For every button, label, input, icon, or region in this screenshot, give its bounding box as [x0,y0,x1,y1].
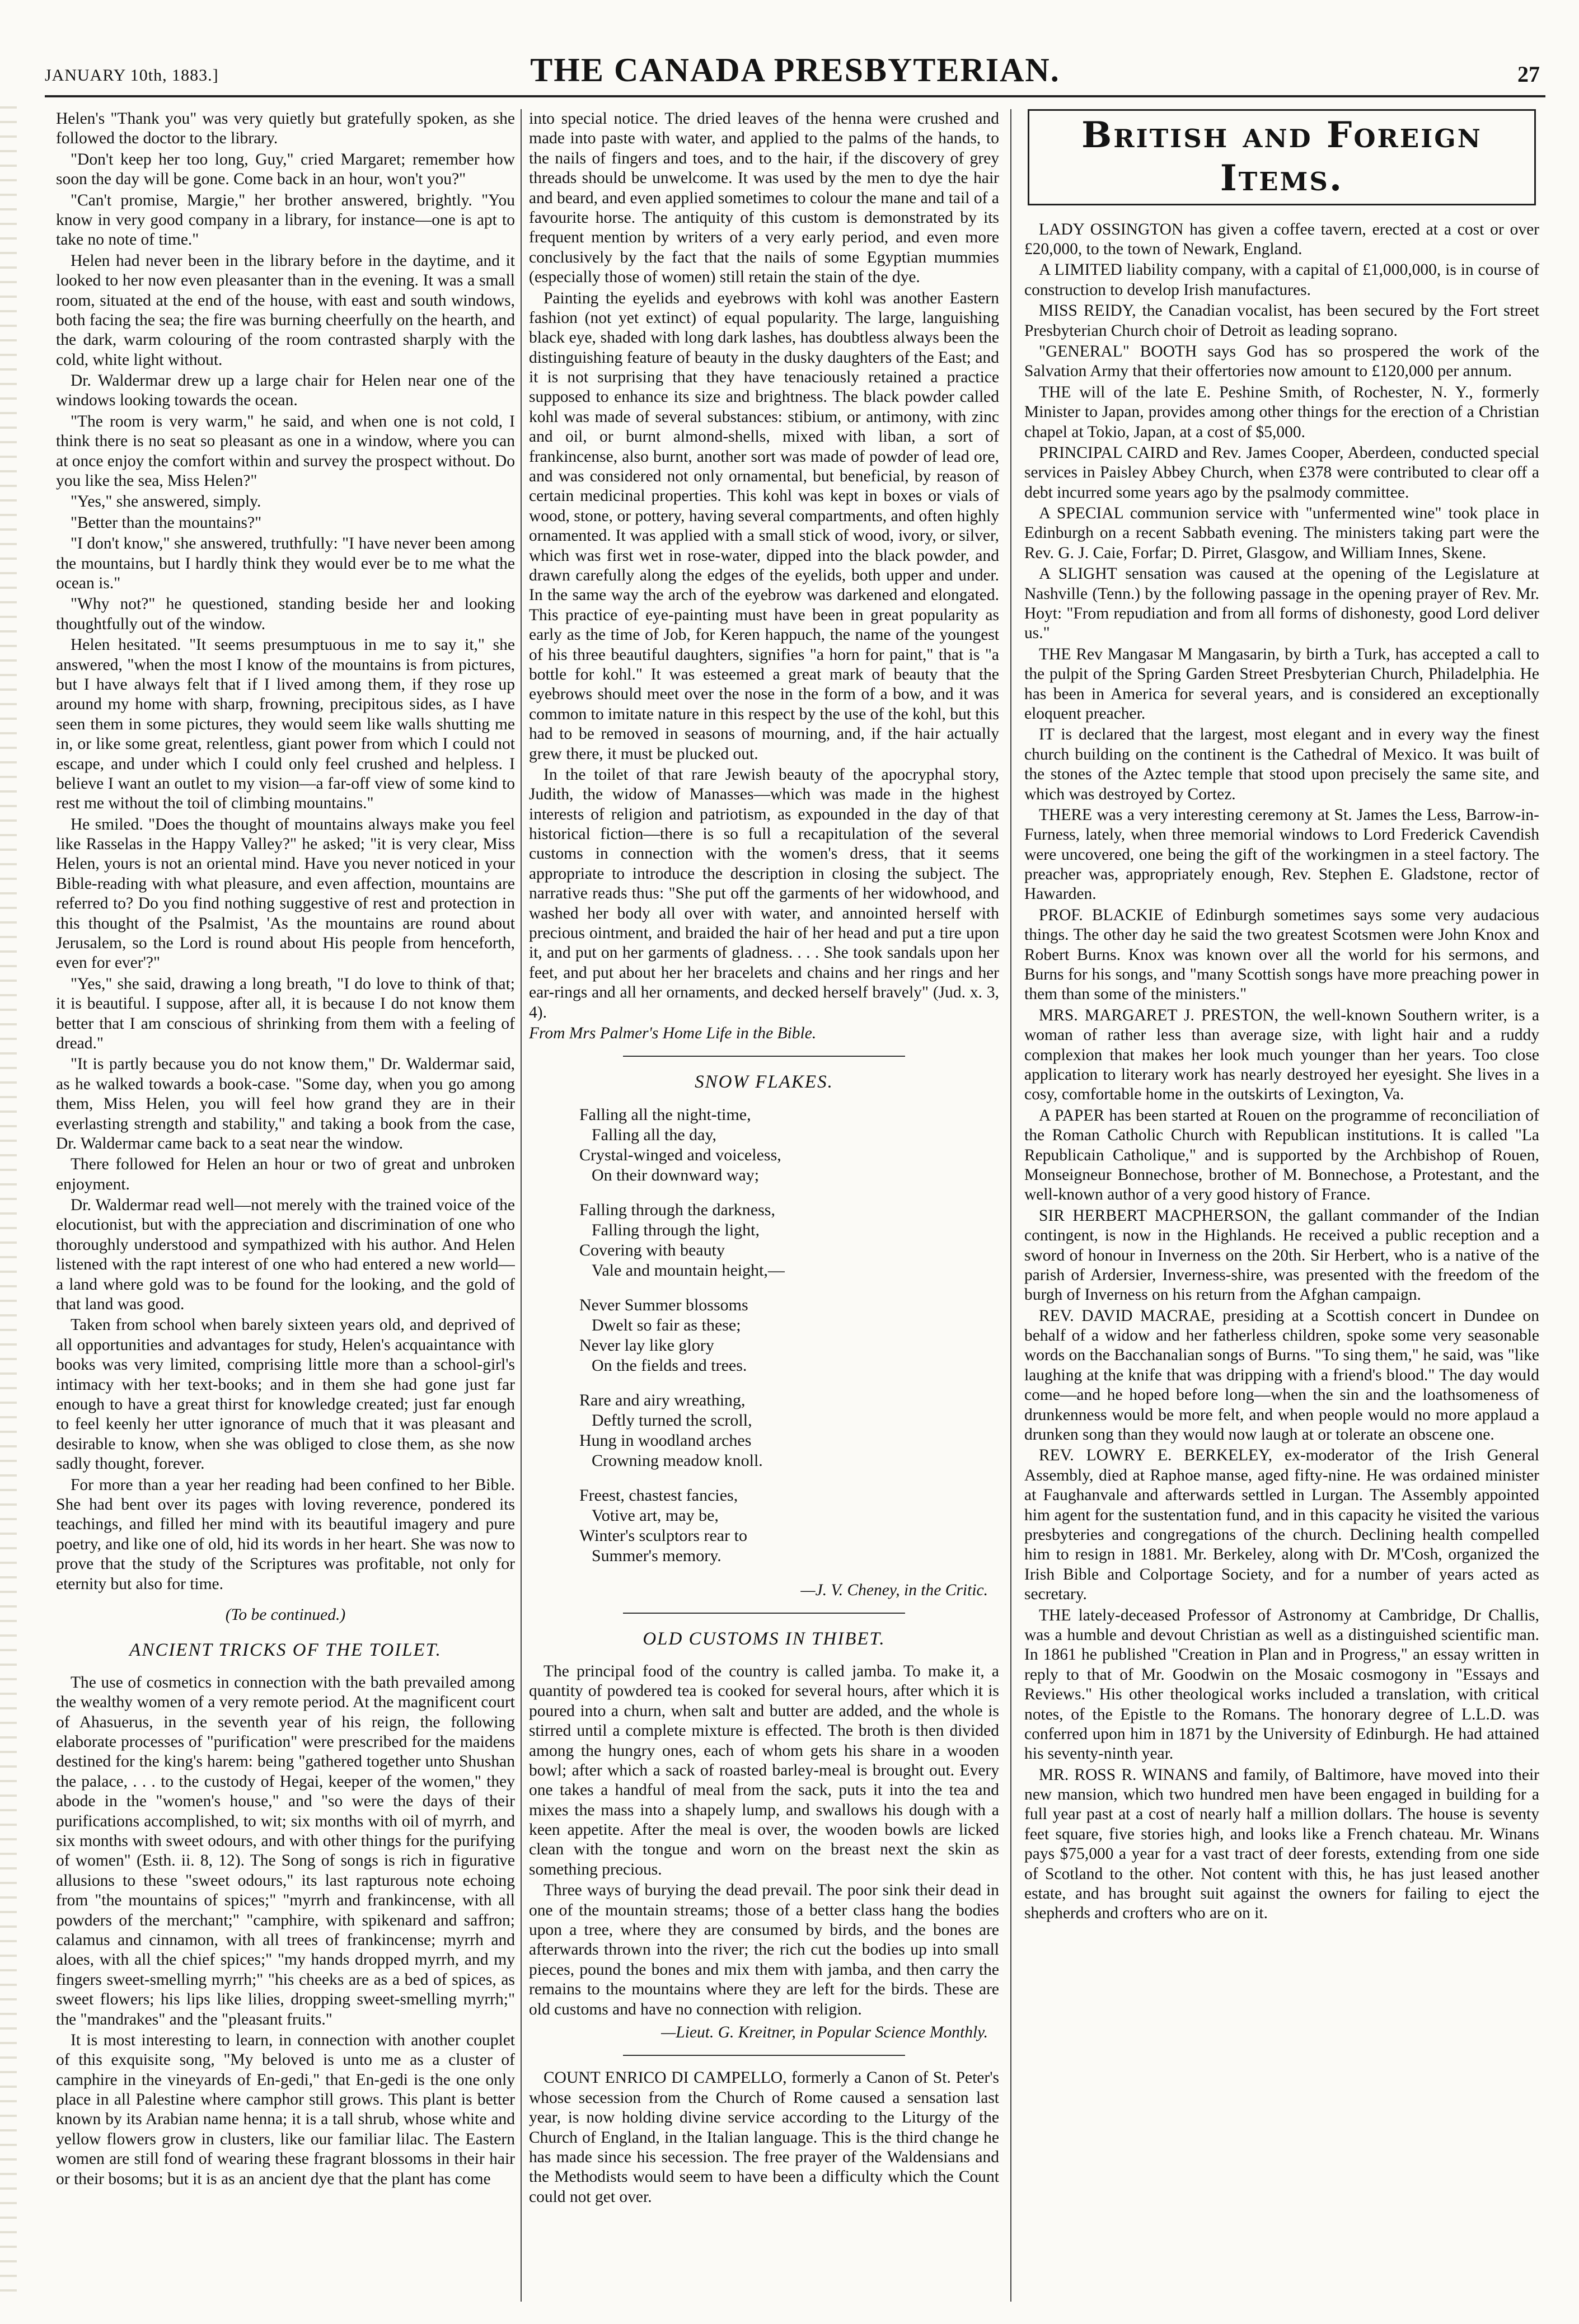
divider [623,1056,905,1057]
story-paragraph: Dr. Waldermar read well—not merely with the trained voice of the elocutionist, but with the appreciation and discrimination of one who thoroughly understood and sympathized with his author. And Helen listened with the rapt interest of one who had entered a new world—a land where gold was to be found for the looking, and the gold of that land was good. [56,1196,515,1314]
news-item: A PAPER has been started at Rouen on the programme of reconciliation of the Roman Catholic Church with Republican institutions. It is called "La Republicain Catholique," and is supported by the Archbishop of Rouen, Monseigneur Bonnechose, brother of M. Bonnechose, a Protestant, and the well-known author of a very good history of France. [1024,1106,1539,1204]
article-paragraph: It is most interesting to learn, in connection with another couplet of this exquisite song, "My beloved is unto me as a cluster of camphire in the vineyards of En-gedi," that En-gedi is the one only place in all Palestine where camphor still grows. This plant is better known by its Arabian name henna; it is a tall shrub, whose white and yellow flowers grow in clusters, like our familiar lilac. The Eastern women are still fond of wearing these fragrant blossoms in their hair or their bosoms; but it is as an ancient dye that the plant has come [56,2031,515,2188]
poem-stanza [579,1200,999,1281]
issue-date: JANUARY 10th, 1883.] [45,66,219,85]
story-paragraph: "Why not?" he questioned, standing beside her and looking thoughtfully out of the window. [56,595,515,633]
story-paragraph: "Can't promise, Margie," her brother answered, brightly. "You know in very good company in a library, for instance—one is apt to take no note of time." [56,191,515,249]
news-item: THERE was a very interesting ceremony at St. James the Less, Barrow-in-Furness, lately, when three memorial windows to Lord Frederick Cavendish were uncovered, one being the gift of the workingmen in a steel factory. The preacher was, appropriately enough, Rev. Stephen E. Gladstone, rector of Hawarden. [1024,805,1539,903]
poem-line: Crystal-winged and voiceless, [579,1145,781,1164]
story-paragraph: There followed for Helen an hour or two of great and unbroken enjoyment. [56,1155,515,1193]
article-source: From Mrs Palmer's Home Life in the Bible. [529,1024,817,1042]
to-be-continued: (To be continued.) [225,1605,346,1624]
section-heading-british-foreign: British and Foreign Items. [1028,109,1536,205]
poem-line: Falling through the darkness, [579,1200,775,1219]
poem-stanza [579,1390,999,1471]
story-paragraph: Helen hesitated. "It seems presumptuous in me to say it," she answered, "when the most I know of the mountains is from pictures, but I have always felt that if I lived among them, if they rose up around my home with sharp, frowning, precipitous sides, as I have seen them in some pictures, they would seem like walls shutting me in, or like some great, relentless, giant power from which I could not escape, and under which I could only feel crushed and helpless. I believe I want an outlet to my vision—a far-off view of some kind to rest me without the toil of climbing mountains." [56,636,515,813]
news-item: MISS REIDY, the Canadian vocalist, has been secured by the Fort street Presbyterian Church choir of Detroit as leading soprano. [1024,302,1539,340]
poem-line: Falling all the night-time, [579,1105,751,1124]
story-paragraph: "Better than the mountains?" [71,513,262,532]
column-1 [56,109,515,2302]
story-paragraph: Helen had never been in the library before in the daytime, and it looked to her now even pleasanter than in the evening. It was a small room, situated at the end of the house, with east and south windows, both facing the sea; the fire was burning cheerfully on the hearth, and the dark, warm colouring of the room contrasted sharply with the cold, white light without. [56,251,515,369]
poem-stanza [579,1295,999,1376]
story-paragraph: Helen's "Thank you" was very quietly but gratefully spoken, as she followed the doctor to the library. [56,110,515,148]
poem-attribution: —J. V. Cheney, in the Critic. [800,1581,988,1599]
news-item: REV. DAVID MACRAE, presiding at a Scottish concert in Dundee on behalf of a widow and her fatherless children, spoke some very seasonable words on the Bacchanalian songs of Burns. "To sing them," he said, was "like laughing at the knife that was dripping with a friend's blood." The day would come—and he hoped before long—when the sin and the loathsomeness of drunkenness would be more felt, and when people would no more applaud a drunken song than they would now laugh at or tolerate an obscene one. [1024,1306,1539,1444]
story-paragraph: For more than a year her reading had been confined to her Bible. She had bent over its pages with loving reverence, pondered its teachings, and filled her mind with its beautiful imagery and pure poetry, and like one of old, hid its words in her heart. She was now to prove that the study of the Scriptures was profitable, not only for eternity but also for time. [56,1475,515,1593]
story-paragraph: "I don't know," she answered, truthfully: "I have never been among the mountains, but I hardly think they would ever be to me what the ocean is." [56,535,515,592]
news-item: MR. ROSS R. WINANS and family, of Baltimore, have moved into their new mansion, which two hundred men have been engaged in building for a full year past at a cost of nearly half a million dollars. The house is seventy feet square, five stories high, and looks like a French chateau. Mr. Winans pays $75,000 a year for a vast tract of deer forests, extending from one side of Scotland to the other. Not content with this, he has just leased another estate, and has brought suit against the owners for failing to eject the shepherds and crofters who are on it. [1024,1765,1539,1923]
poem-line: Crowning meadow knoll. [592,1451,763,1470]
poem-line: Never Summer blossoms [579,1295,748,1314]
column-3 [1024,109,1539,2302]
poem-line: Vale and mountain height,— [592,1261,785,1280]
masthead [45,45,1545,90]
news-item: MRS. MARGARET J. PRESTON, the well-known Southern writer, is a woman of rather less than average size, with light hair and a ruddy complexion that makes her look much younger than her years. Too close application to literary work has nearly destroyed her eyesight. She lives in a cosy, comfortable home in the outskirts of Lexington, Va. [1024,1006,1539,1104]
story-paragraph: "The room is very warm," he said, and when one is not cold, I think there is no seat so pleasant as one in a window, where you can at once enjoy the comfort within and survey the prospect without. Do you like the sea, Miss Helen?" [56,412,515,490]
poem-title: SNOW FLAKES. [695,1072,833,1093]
story-continuation [56,109,515,1594]
masthead-rule [45,95,1545,97]
poem-line: Summer's memory. [592,1546,721,1565]
poem-stanza [579,1486,999,1566]
poem-line: Freest, chastest fancies, [579,1486,738,1505]
news-item: THE will of the late E. Peshine Smith, of Rochester, N. Y., formerly Minister to Japan, provides among other things for the erection of a Christian chapel at Tokio, Japan, at a cost of $5,000. [1024,383,1539,441]
divider [623,1613,905,1614]
poem-line: Hung in woodland arches [579,1431,752,1450]
news-item: LADY OSSINGTON has given a coffee tavern, erected at a cost or over £20,000, to the town of Newark, England. [1024,220,1539,258]
poem-line: Votive art, may be, [592,1506,719,1525]
poem-line: Never lay like glory [579,1336,714,1355]
article-paragraph: Painting the eyelids and eyebrows with kohl was another Eastern fashion (not yet extinct) of equal popularity. The large, languishing black eye, shaded with long dark lashes, has doubtless always been the distinguishing feature of beauty in the dusky daughters of the East; and it is not surprising that they have tenaciously retained a practice supposed to enhance its size and brightness. The black powder called kohl was made of several substances: stibium, or antimony, with zinc and oil, or burnt almond-shells, mixed with liban, a sort of frankincense, also burnt, another sort was made of powder of lead ore, and was considered not only ornamental, but beneficial, by reason of certain medicinal properties. This kohl was kept in boxes or vials of wood, stone, or pottery, having several compartments, and often highly ornamented. It was applied with a small stick of wood, ivory, or silver, which was first wet in rose-water, dipped into the black powder, and drawn carefully along the edges of the eyelids, both upper and under. In the same way the arch of the eyebrow was darkened and elongated. This practice of eye-painting must have been in great popularity as early as the time of Job, for Keren happuch, the name of the youngest of his three beautiful daughters, signifies "a horn for paint," that is "a bottle for kohl." It was esteemed a great mark of beauty that the eyebrows should meet over the nose in the form of a bow, and it was common to imitate nature in this respect by the use of the kohl, but this had to be removed in seasons of mourning, and, if the hair actually grew there, it must be plucked out. [529,289,999,763]
news-item: SIR HERBERT MACPHERSON, the gallant commander of the Indian contingent, is now in the Highlands. He received a public reception and a sword of honour in Inverness on the 20th. Sir Herbert, who is a native of the parish of Ardersier, Inverness-shire, was presented with the freedom of the burgh of Inverness on his return from the Afghan campaign. [1024,1206,1539,1304]
article-paragraph: The use of cosmetics in connection with the bath prevailed among the wealthy women of a very remote period. At the magnificent court of Ahasuerus, in the seventh year of his reign, the following elaborate processes of "purification" were prescribed for the maidens destined for the king's harem: being "gathered together unto Shushan the palace, . . . to the custody of Hegai, keeper of the women," they abode in the "women's house," and "so were the days of their purifications accomplished, to wit; six months with oil of myrrh, and six months with sweet odours, and with other things for the purifying of women" (Esth. ii. 8, 12). The Song of songs is rich in figurative allusions to these "sweet odours," its last rapturous note echoing from "the mountains of spices;" "myrrh and frankincense, with all powders of the merchant;" "camphire, with spikenard and saffron; calamus and cinnamon, with all trees of frankincense; myrrh and aloes, with all the chief spices;" "my hands dropped myrrh, and my fingers sweet-smelling myrrh;" "his cheeks are as a bed of spices, as sweet flowers; his lips like lilies, dropping sweet-smelling myrrh;" the "mandrakes" and the "pleasant fruits." [56,1673,515,2028]
poem-line: Dwelt so fair as these; [592,1315,741,1334]
binding-gutter [0,106,17,2302]
divider [623,2055,905,2056]
newspaper-title: THE CANADA PRESBYTERIAN. [530,51,1060,88]
column-rule [521,109,522,2302]
poem-line: Rare and airy wreathing, [579,1390,746,1409]
poem [579,1105,999,1566]
story-paragraph: "Yes," she said, drawing a long breath, "I do love to think of that; it is beautiful. I suppose, after all, it is because I do not know them better that I am conscious of shrinking from them with a feeling of dread." [56,974,515,1052]
news-item: IT is declared that the largest, most elegant and in every way the finest church building on the continent is the Cathedral of Mexico. It was built of the stones of the Aztec temple that stood upon precisely the same site, and which was destroyed by Cortez. [1024,725,1539,803]
news-item: PRINCIPAL CAIRD and Rev. James Cooper, Aberdeen, conducted special services in Paisley Abbey Church, when £378 were contributed to clear off a debt incurred some years ago by the psalmody committee. [1024,443,1539,502]
news-item: PROF. BLACKIE of Edinburgh sometimes says some very audacious things. The other day he said the two greatest Scotsmen were John Knox and Robert Burns. Knox was known over all the world for his sermons, and Burns for his songs, and "many Scottish songs have more preaching power in them than some of the ministers." [1024,906,1539,1004]
article-paragraph: Three ways of burying the dead prevail. The poor sink their dead in one of the mountain streams; those of a better class hang the bodies upon a tree, where they are consumed by birds, and the bones are afterwards thrown into the river; the rich cut the bodies up into small pieces, pound the bones and mix them with jamba, and then carry the remains to the mountains where they are left for the birds. These are old customs and have no connection with religion. [529,1881,999,2018]
news-item: REV. LOWRY E. BERKELEY, ex-moderator of the Irish General Assembly, died at Raphoe manse, aged fifty-nine. He was ordained minister at Faughanvale and afterwards settled in Lurgan. The Assembly appointed him agent for the sustentation fund, and in this capacity he visited the various presbyteries and congregations of the church. Declining health compelled him to resign in 1881. Mr. Berkeley, along with Dr. M'Cosh, organized the Irish Bible and Colportage Society, and for a number of years acted as secretary. [1024,1446,1539,1604]
poem-line: Falling all the day, [592,1125,717,1144]
story-paragraph: Dr. Waldermar drew up a large chair for Helen near one of the windows looking towards the ocean. [56,372,515,410]
article-paragraph: In the toilet of that rare Jewish beauty of the apocryphal story, Judith, the widow of Manasses—which was made in the highest interests of religion and patriotism, as expounded in the day of that historical fiction—there is so full a recapitulation of the several customs in connection with the women's dress, that it seems appropriate to introduce the description in closing the subject. The narrative reads thus: "She put off the garments of her widowhood, and washed her body all over with water, and annointed herself with precious ointment, and braided the hair of her head and put a tire upon it, and put on her garments of gladness. . . . She took sandals upon her feet, and put about her her bracelets and chains and her rings and her ear-rings and all her ornaments, and decked herself bravely" (Jud. x. 3, 4). [529,765,999,1022]
poem-line: Covering with beauty [579,1240,725,1259]
poem-line: Deftly turned the scroll, [592,1411,752,1430]
news-item: THE Rev Mangasar M Mangasarin, by birth a Turk, has accepted a call to the pulpit of the Spring Garden Street Presbyterian Church, Philadelphia. He has been in America for several years, and is considered an exceptionally eloquent preacher. [1024,645,1539,723]
column-rule [1010,109,1011,2302]
news-item: "GENERAL" BOOTH says God has so prospered the work of the Salvation Army that their offertories now amount to £120,000 per annum. [1024,342,1539,381]
poem-line: Winter's sculptors rear to [579,1526,747,1545]
poem-line: Falling through the light, [592,1220,760,1239]
page-number: 27 [1517,62,1540,87]
article-paragraph: into special notice. The dried leaves of the henna were crushed and made into paste with water, and applied to the palms of the hands, to the nails of fingers and toes, and to the hair, if the discovery of grey threads should be unwelcome. It was used by the men to dye the hair and beard, and even applied sometimes to colour the mane and tail of a favourite horse. The antiquity of this custom is demonstrated by its frequent mention by writers of a very early period, and even more conclusively by the fact that the nails of some Egyptian mummies (especially those of women) still retain the stain of the dye. [529,110,999,287]
column-2 [529,109,999,2302]
news-item: A LIMITED liability company, with a capital of £1,000,000, is in course of construction to develop Irish manufactures. [1024,261,1539,299]
article-heading-tibet: OLD CUSTOMS IN THIBET. [643,1629,885,1650]
news-item: A SLIGHT sensation was caused at the opening of the Legislature at Nashville (Tenn.) by the following passage in the opening prayer of Rev. Mr. Hoyt: "From repudiation and from all forms of dishonesty, good Lord deliver us." [1024,565,1539,643]
poem-stanza [579,1105,999,1186]
news-paragraph: COUNT ENRICO DI CAMPELLO, formerly a Canon of St. Peter's whose secession from the Church of Rome caused a sensation last year, is now holding divine service according to the Liturgy of the Church of England, in the Italian language. This is the third change he has made since his secession. The free prayer of the Waldensians and the Methodists would seem to have been a difficulty which the Count could not get over. [529,2069,999,2206]
news-item: THE lately-deceased Professor of Astronomy at Cambridge, Dr Challis, was a humble and devout Christian as well as a distinguished scientific man. In 1861 he published "Creation in Plan and in Progress," an essay written in reply to that of Mr. Goodwin on the Mosaic cosmogony in "Essays and Reviews." His other theological works included a translation, with critical notes, of the Epistle to the Romans. The honorary degree of L.L.D. was conferred upon him in 1871 by the University of Edinburgh. He had attained his seventy-ninth year. [1024,1606,1539,1763]
story-paragraph: He smiled. "Does the thought of mountains always make you feel like Rasselas in the Happy Valley?" he asked; "it is very clear, Miss Helen, yours is not an oriental mind. Have you never noticed in your Bible-reading with what pleasure, and even affection, mountains are referred to? Do you find nothing suggestive of rest and protection in this thought of the Psalmist, 'As the mountains are round about Jerusalem, so the Lord is round about His people from henceforth, even for ever'?" [56,815,515,972]
article-source: —Lieut. G. Kreitner, in Popular Science Monthly. [661,2023,988,2041]
poem-line: On the fields and trees. [592,1356,747,1375]
poem-line: On their downward way; [592,1165,760,1184]
story-paragraph: "Yes," she answered, simply. [71,493,261,511]
story-paragraph: "Don't keep her too long, Guy," cried Margaret; remember how soon the day will be gone. Come back in an hour, won't you?" [56,150,515,189]
story-paragraph: Taken from school when barely sixteen years old, and deprived of all opportunities and advantages for study, Helen's acquaintance with books was very limited, comprising little more than a school-girl's intimacy with her text-books; and in them she had gone just far enough to have a great thirst for knowledge created; just far enough to feel keenly her utter ignorance of much that it was pleasant and desirable to know, when she was obliged to close them, as she now sadly thought, forever. [56,1316,515,1473]
article-paragraph: The principal food of the country is called jamba. To make it, a quantity of powdered tea is cooked for several hours, after which it is poured into a churn, when salt and butter are added, and the whole is stirred until a complete mixture is effected. The broth is then divided among the hungry ones, each of whom gets his share in a wooden bowl; after which a sack of roasted barley-meal is brought out. Every one takes a handful of meal from the sack, puts it into the tea and mixes the mass into a shapely lump, and swallows his dough with a keen appetite. After the meal is over, the wooden bowls are licked clean with the tongue and worn on the breast next the skin as something precious. [529,1662,999,1878]
story-paragraph: "It is partly because you do not know them," Dr. Waldermar said, as he walked towards a book-case. "Some day, when you go among them, Miss Helen, you will feel how grand they are in their everlasting strength and stability," and taking a book from the case, Dr. Waldermar came back to a seat near the window. [56,1055,515,1152]
article-heading-toilet: ANCIENT TRICKS OF THE TOILET. [129,1640,442,1661]
news-item: A SPECIAL communion service with "unfermented wine" took place in Edinburgh on a recent Sabbath evening. The ministers taking part were the Rev. G. J. Caie, Forfar; D. Pirret, Glasgow, and William Innes, Skene. [1024,504,1539,562]
